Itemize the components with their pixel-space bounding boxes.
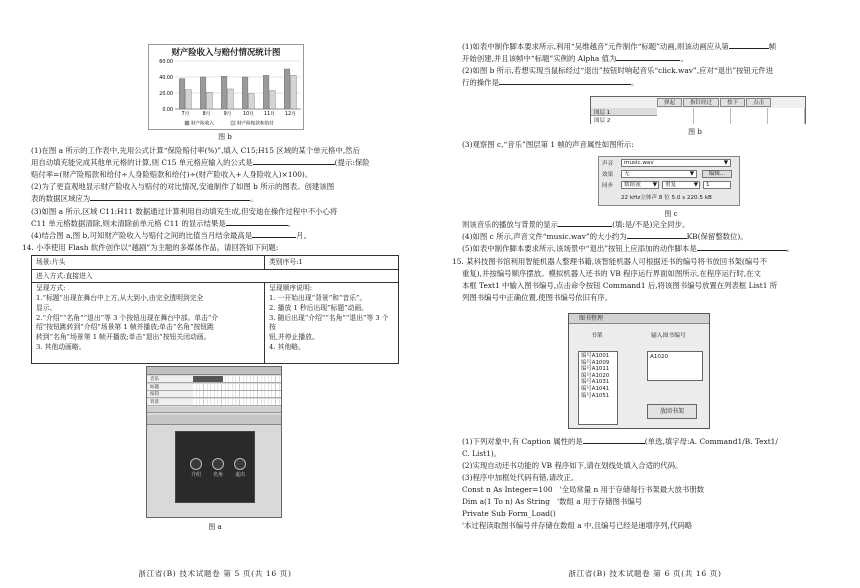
flash-screenshot-a (146, 366, 282, 518)
label-input: 输入图书编号 (651, 333, 686, 339)
bar-1 (221, 76, 227, 109)
q15-sub1-hint: (单选,填字母:A. Command1/B. Text1/ (644, 437, 778, 446)
table-text-line: 3. 随后出现“介绍”“名角”“退出”等 3 个按 (269, 313, 389, 332)
q14-part3-line1: (3)观察图 c,“音乐”图层第 1 帧的声音属性如图所示: (462, 140, 634, 149)
layer-row-1 (591, 108, 657, 116)
legend-label: 财产险赔款和给付 (237, 121, 274, 127)
x-tick-label: 7月 (181, 112, 190, 117)
layer-row-2 (591, 116, 657, 124)
stage-button[interactable] (212, 458, 224, 470)
list1-books[interactable] (578, 351, 618, 425)
code-line: Const n As Integer=100 '全局常量 n 用于存储每行书架最大放书册数 (462, 485, 705, 494)
answer-blank-frame[interactable] (729, 41, 769, 49)
sound-select-value: music.wav (624, 160, 654, 166)
edit-button[interactable]: 编辑... (702, 170, 732, 178)
q14-part2-line2: 行的操作是 。 (462, 78, 639, 87)
table-text-line: 转到“名角”场景第 1 帧开播放;单击“退出”按钮关闭动画。 (36, 333, 211, 342)
q13-part1-hint: (提示:保险 (334, 158, 370, 167)
x-tick-label: 11月 (264, 112, 275, 117)
edit-bar (147, 415, 281, 425)
button-frame-tabs (657, 98, 772, 107)
script-table (31, 255, 399, 364)
bar-2 (291, 75, 297, 109)
chevron-down-icon: ▼ (693, 182, 698, 188)
q14-part2-line1: (2)如图 b 所示,若想实现当鼠标经过“退出”按钮时响起音乐“click.wav”,应对“退出”按钮元件进 (462, 66, 774, 75)
timeline-frames (193, 391, 281, 398)
list-item[interactable]: 编号A1051 (581, 392, 610, 399)
list-item[interactable]: 编号A1009 (581, 359, 610, 366)
shotC-caption: 图 c (664, 210, 678, 218)
x-tick-label: 12月 (285, 112, 296, 117)
table-text-line: 3. 其他动画略。 (36, 343, 86, 352)
button-frames (657, 108, 805, 124)
repeat-select[interactable] (662, 181, 700, 189)
q13-part3-line2: C11 单元格数据清除,则未清除前单元格 C11 的显示结果是 。 (31, 219, 296, 228)
effect-select[interactable] (621, 170, 697, 178)
list-item[interactable]: 编号A1011 (581, 366, 610, 373)
sound-properties-c (598, 156, 740, 206)
y-tick-label: 60.00 (159, 60, 173, 65)
q15-line2: 重复),并按编号顺序摆放。模拟机器人还书的 VB 程序运行界面如图所示,在程序运行时,在文 (462, 269, 761, 278)
bar-1 (284, 69, 290, 109)
table-text-line: 呈现顺序说明: (269, 284, 313, 293)
q15-sub1-line2: C. List1)。 (462, 449, 502, 458)
q14-part2-text: 行的操作是 (462, 78, 499, 87)
timeline-toolbar (147, 407, 281, 413)
right-page (430, 0, 860, 588)
q13-part1-line3: 赔付率=(财产险赔款和给付÷人身险赔款和给付)÷(财产险收入+人身险收入)×100)。 (31, 170, 313, 179)
q14-part3-text: 则该音乐的播放与背景的显示 (462, 220, 559, 229)
table-text-line: 绍”按钮跳转到“介绍”场景第 1 帧并播放;单击“名角”按钮跳 (36, 323, 214, 332)
q14-part4-text: (4)如图 c 所示,声音文件“music.wav”的大小约为 (462, 232, 627, 241)
shotB-caption: 图 b (688, 128, 702, 136)
legend-swatch (231, 121, 235, 125)
q13-part4-line (31, 230, 311, 241)
q14-part3-hint: (填:是/不是)完全同步。 (612, 220, 690, 229)
q15-sub2: (2)实现自动还书功能的 VB 程序如下,请在划线处填入合适的代码。 (462, 461, 683, 470)
answer-blank-range[interactable] (90, 193, 250, 201)
timeline-header (147, 367, 281, 375)
table-text-line: 钮,并停止播放。 (269, 333, 319, 342)
answer-blank-caption[interactable] (583, 436, 645, 444)
answer-blank-alpha[interactable] (616, 53, 680, 61)
table-scene: 场景:片头 (32, 256, 265, 269)
answer-blank-month[interactable] (252, 230, 296, 238)
table-presentation (32, 283, 265, 363)
command1-button[interactable]: 放回书架 (647, 404, 697, 419)
frame-tab[interactable]: 按下 (720, 98, 745, 107)
q13-part1-text: 用自动填充能完成其他单元格的计算,则 C15 单元格应输入的公式是 (31, 158, 253, 167)
list-item[interactable]: 编号A1001 (581, 353, 610, 359)
answer-blank-operation[interactable] (499, 77, 631, 85)
x-tick-label: 10月 (243, 112, 254, 117)
shotA-caption: 图 a (208, 523, 222, 531)
frame-tab[interactable]: 点击 (746, 98, 771, 107)
bar-1 (242, 77, 248, 109)
x-tick-label: 8月 (202, 112, 211, 117)
chevron-down-icon: ▼ (652, 182, 657, 188)
q14-part1-text: (1)如表中制作脚本要求所示,利用“吴维越音”元件制作“标题”动画,则该动画应从第 (462, 42, 729, 51)
y-tick-label: 40.00 (159, 76, 173, 81)
bar-2 (249, 94, 255, 109)
stage (175, 431, 255, 503)
chevron-down-icon: ▼ (689, 171, 694, 177)
right-footer: 浙江省(B) 技术试题卷 第 6 页(共 16 页) (568, 569, 722, 579)
table-text-line: 1. 一开始出现“背景”和“音乐”。 (269, 293, 367, 302)
legend-swatch (185, 121, 189, 125)
table-text-line: 1.“标题”出现在舞台中上方,从大到小,由完全透明到完全 (36, 293, 204, 302)
q14-part4-unit: KB(保留整数位)。 (686, 232, 748, 241)
sync-select-value: 数据流 (624, 182, 641, 188)
table-text-line: 显示。 (36, 303, 57, 312)
answer-blank-formula[interactable] (253, 157, 335, 165)
chevron-down-icon: ▼ (723, 160, 728, 166)
q13-part3-text: C11 单元格数据清除,则未清除前单元格 C11 的显示结果是 (31, 219, 226, 228)
sound-label: 声音 (602, 161, 614, 167)
q13-part2-line1: (2)为了更直观地显示财产险收入与赔付的对比情况,安迪制作了如图 b 所示的图表。创建该图 (31, 182, 335, 191)
stage-button-label: 退出 (235, 472, 246, 478)
answer-blank-size[interactable] (627, 231, 687, 239)
timeline-layer[interactable]: 按钮 (147, 391, 193, 398)
timeline-frames (193, 399, 281, 406)
code-line: Private Sub Form_Load() (462, 509, 556, 518)
legend-label: 财产险收入 (191, 121, 214, 127)
bar-2 (186, 90, 192, 109)
chart-caption: 图 b (218, 133, 232, 141)
table-text-line: 呈现方式: (36, 284, 66, 293)
bar-1 (263, 75, 269, 109)
form-titlebar: 图书整理 (569, 314, 709, 324)
q14-title: 14. 小李使用 Flash 软件创作以“越剧”为主题的多媒体作品。请回答如下问题: (22, 243, 279, 252)
q15-line4: 列图书编号中正确位置,使图书编号依旧有序。 (462, 293, 613, 302)
label-shelf: 书架 (591, 333, 603, 339)
y-tick-label: 0.00 (162, 108, 173, 113)
list-item[interactable]: 编号A1041 (581, 385, 610, 392)
flash-screenshot-b (590, 96, 806, 124)
y-tick-label: 20.00 (159, 92, 173, 97)
q14-part5-text: (5)如表中制作脚本要求所示,该场景中“退出”按钮上应添加的动作脚本是 (462, 244, 697, 253)
q13-part2-line2: 表的数据区域应为 。 (31, 194, 258, 203)
sound-info: 22 kHz立体声 8 位 5.0 s 220.5 kB (621, 195, 712, 201)
q14-part3-line2 (462, 219, 689, 230)
table-text-line: 2. 播放 1 秒后出现“标题”动画。 (269, 303, 369, 312)
q14-part1-unit: 帧 (768, 42, 777, 51)
stage-button[interactable] (190, 458, 202, 470)
bar-1 (179, 79, 185, 109)
frame-tab[interactable]: 弹起 (657, 98, 682, 107)
vb-form (568, 313, 710, 429)
table-entry-mode: 进入方式:直接进入 (36, 271, 93, 280)
q13-part4-text: (4)结合图 a,图 b,可知财产险收入与赔付之间的比值当月结余最高是 (31, 231, 253, 240)
timeline-frames (193, 384, 281, 391)
stage-button-label: 介绍 (191, 472, 202, 478)
timeline-frames (193, 376, 281, 383)
timeline-layer[interactable]: 标题 (147, 384, 193, 391)
bar-1 (200, 77, 206, 109)
layer-name-1: 图层 1 (594, 110, 611, 116)
q15-line3: 本框 Text1 中输入图书编号,点击命令按钮 Command1 后,将该图书编号放置在列表框 List1 所 (462, 281, 778, 290)
q14-part5-line: (5)如表中制作脚本要求所示,该场景中“退出”按钮上应添加的动作脚本是 。 (462, 244, 795, 253)
list-item[interactable]: 编号A1031 (581, 379, 610, 386)
vb-code (462, 484, 704, 532)
repeat-select-value: 重复 (665, 182, 677, 188)
list-item[interactable]: 编号A1020 (581, 372, 610, 379)
timeline-layer[interactable]: 音乐 (147, 376, 193, 383)
q15-sub1-text: (1)下列对象中,有 Caption 属性的是 (462, 437, 583, 446)
q14-part4-line (462, 231, 748, 242)
q15-sub3: (3)程序中加框处代码有错,请改正。 (462, 473, 579, 482)
q13-part2-text: 表的数据区域应为 (31, 194, 91, 203)
answer-blank-script[interactable] (697, 243, 787, 251)
q14-part1-line1 (462, 41, 776, 52)
repeat-count-field[interactable]: 1 (703, 181, 731, 189)
effect-label: 效果 (602, 172, 614, 178)
bar-2 (207, 92, 213, 109)
stage-button-label: 名角 (213, 472, 224, 478)
table-order (265, 283, 398, 363)
code-line: Dim a(1 To n) As String '数组 a 用于存储图书编号 (462, 497, 643, 506)
q13-part1-line1: (1)在图 a 所示的工作表中,先用公式计算“保险赔付率(%)”,填入 C15;H15 区域的某个单元格中,然后 (31, 146, 360, 155)
answer-blank-c11[interactable] (226, 218, 288, 226)
left-footer: 浙江省(B) 技术试题卷 第 5 页(共 16 页) (138, 569, 292, 579)
q13-part4-unit: 月。 (296, 231, 311, 240)
table-text-line: 2.“介绍”“名角”“退出”等 3 个按钮出现在舞台中部。单击“介 (36, 313, 219, 322)
code-line: '本过程读取图书编号并存储在数组 a 中,且编号已经是递增序列,代码略 (462, 521, 693, 530)
timeline-layer[interactable]: 背景 (147, 399, 193, 406)
q13-part3-line1: (3)如图 a 所示,区域 C11:H11 数据通过计算利用自动填充生成,但安迪在操作过程中不小心将 (31, 207, 338, 216)
answer-blank-sync[interactable] (558, 219, 612, 227)
q13-part1-line2 (31, 157, 370, 168)
chart-svg (149, 45, 305, 131)
chart-title: 财产险收入与赔付情况统计图 (171, 47, 281, 57)
layer-name-2: 图层 2 (594, 118, 611, 124)
text1-input[interactable]: A1020 (647, 351, 703, 381)
sync-label: 同步 (602, 183, 614, 189)
x-tick-label: 9月 (223, 112, 232, 117)
bar-2 (270, 91, 276, 109)
table-text-line: 4. 其他略。 (269, 343, 305, 352)
frame-tab[interactable]: 指针经过 (683, 98, 719, 107)
q15-sub1-line1 (462, 436, 778, 447)
bar-chart (148, 44, 304, 130)
effect-select-value: 无 (624, 171, 630, 177)
q14-part1-line2: 开始创建,并且该帧中“标题”实例的 Alpha 值为 。 (462, 54, 688, 63)
bar-2 (228, 89, 234, 109)
stage-button[interactable] (234, 458, 246, 470)
sync-select[interactable] (621, 181, 659, 189)
q15-line1: 15. 某科技图书馆利用智能机器人整理书籍,该智能机器人可根据还书的编号将书放回书架(编号不 (452, 257, 767, 266)
sound-select[interactable] (621, 159, 731, 167)
table-category: 类别序号:1 (269, 258, 303, 266)
q14-part1-text2: 开始创建,并且该帧中“标题”实例的 Alpha 值为 (462, 54, 617, 63)
